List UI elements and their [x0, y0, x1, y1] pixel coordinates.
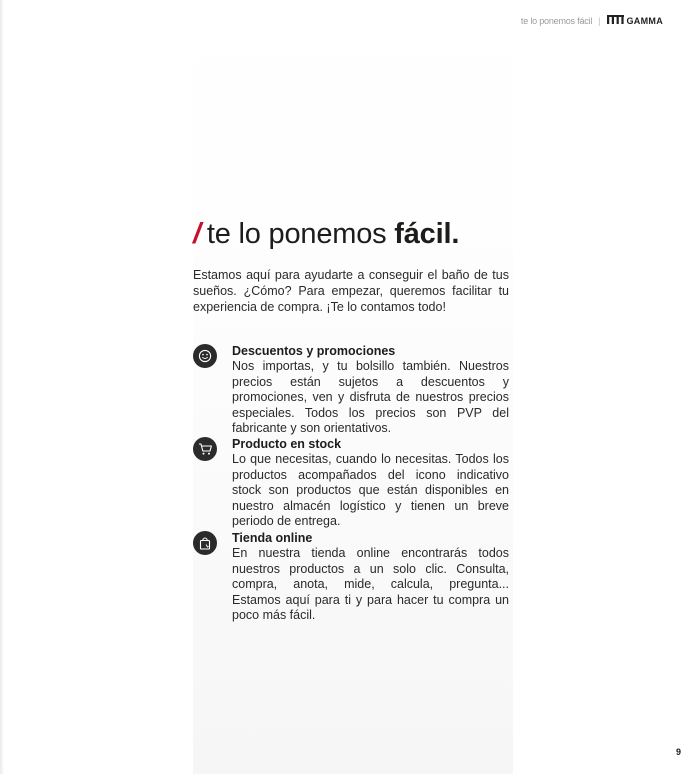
shopping-bag-icon: [193, 531, 217, 555]
feature-text: En nuestra tienda online encontrarás todos nuestros productos a un solo clic. Consulta, compra, anota, mide, calcula, pregunta... Estamos aquí para ti y para hacer tu compra un poco más fácil.: [232, 546, 509, 623]
shopping-cart-icon: [193, 437, 217, 461]
intro-paragraph: Estamos aquí para ayudarte a conseguir el baño de tus sueños. ¿Cómo? Para empezar, queremos facilitar tu experiencia de compra. ¡Te lo contamos todo!: [193, 268, 509, 314]
feature-title: Tienda online: [232, 531, 313, 545]
feature-text: Nos importas, y tu bolsillo también. Nuestros precios están sujetos a descuentos y promociones, ven y disfruta de nuestros precios especiales. Todos los precios son PVP del fabricante y son orientativos.: [232, 359, 509, 436]
smiley-icon: [193, 344, 217, 368]
title-text: te lo ponemos: [206, 218, 395, 250]
brand-name: GAMMA: [626, 15, 663, 26]
page-edge-shadow: [0, 0, 4, 774]
feature-title: Producto en stock: [232, 437, 342, 451]
page-header: [521, 15, 663, 26]
brand: [607, 15, 664, 26]
page-number: 9: [675, 747, 681, 757]
feature-discounts: [193, 344, 509, 437]
title-slash: /: [193, 218, 201, 250]
feature-online-store: [193, 531, 509, 624]
feature-title: Descuentos y promociones: [232, 344, 396, 358]
feature-stock: [193, 437, 509, 530]
feature-text: Lo que necesitas, cuando lo necesitas. Todos los productos acompañados del icono indicativo stock son productos que están disponibles en nuestro almacén logístico y tienen un breve periodo de entrega.: [232, 452, 509, 529]
header-tagline: te lo ponemos fácil: [520, 15, 593, 26]
header-separator: |: [598, 15, 601, 26]
title-emphasis: fácil.: [394, 218, 460, 250]
page-title: [193, 218, 459, 251]
gamma-logo-icon: [607, 15, 624, 26]
